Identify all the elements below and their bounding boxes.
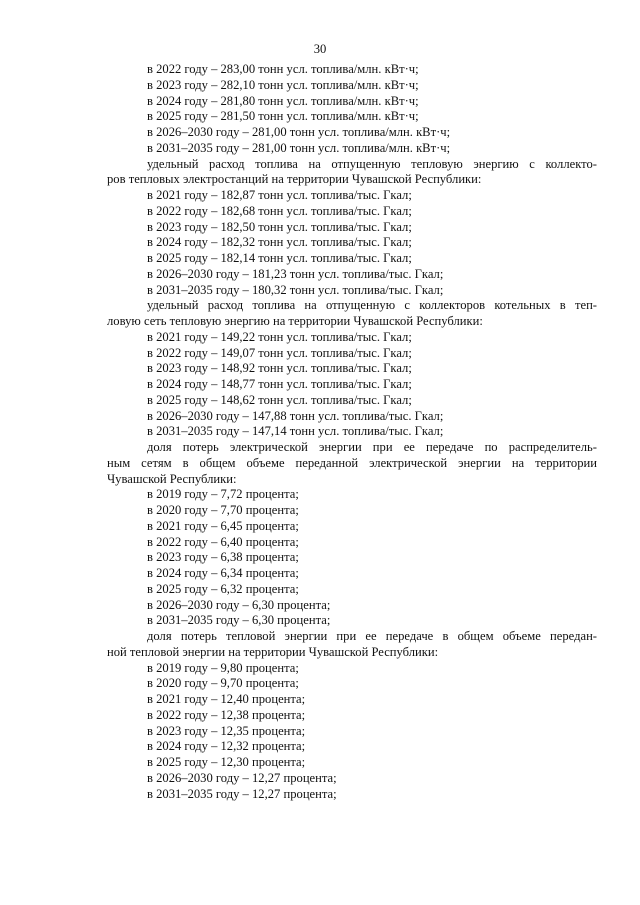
list-item: в 2020 году – 7,70 процента; xyxy=(147,503,299,517)
list-item: в 2024 году – 12,32 процента; xyxy=(147,739,306,754)
paragraph-line: удельный расход топлива на отпущенную с коллекторов котельных в теп- xyxy=(147,298,597,313)
list-item: в 2026–2030 году – 12,27 процента; xyxy=(147,770,337,785)
list-item: в 2024 году – 6,34 процента; xyxy=(147,566,299,580)
list-item: в 2026–2030 году – 181,23 тонн усл. топлива/тыс. Гкал; xyxy=(147,266,444,281)
paragraph-line: удельный расход топлива на отпущенную тепловую энергию с коллекто- xyxy=(147,156,597,171)
list-item: в 2021 году – 12,40 процента; xyxy=(147,692,306,706)
list-item: в 2031–2035 году – 147,14 тонн усл. топлива/тыс. Гкал; xyxy=(147,424,444,439)
list-item: в 2021 году – 182,87 тонн усл. топлива/тыс. Гкал; xyxy=(147,188,412,202)
paragraph-line: Чувашской Республики: xyxy=(107,471,237,486)
list-item: в 2031–2035 году – 180,32 тонн усл. топлива/тыс. Гкал; xyxy=(147,282,444,297)
paragraph-line: ным сетям в общем объеме переданной электрической энергии на территории xyxy=(107,455,597,470)
list-item: в 2023 году – 182,50 тонн усл. топлива/тыс. Гкал; xyxy=(147,219,412,234)
document-body xyxy=(107,62,597,802)
paragraph-line: доля потерь тепловой энергии при ее передаче в общем объеме передан- xyxy=(147,629,597,643)
list-item: в 2023 году – 6,38 процента; xyxy=(147,550,299,565)
list-item: в 2026–2030 году – 6,30 процента; xyxy=(147,597,331,612)
list-item: в 2024 году – 281,80 тонн усл. топлива/млн. кВт·ч; xyxy=(147,93,419,108)
list-item: в 2023 году – 12,35 процента; xyxy=(147,723,306,738)
paragraph-line: доля потерь электрической энергии при ее передаче по распределитель- xyxy=(147,440,597,454)
list-item: в 2021 году – 6,45 процента; xyxy=(147,518,299,533)
list-item: в 2022 году – 182,68 тонн усл. топлива/тыс. Гкал; xyxy=(147,203,412,218)
list-item: в 2025 году – 6,32 процента; xyxy=(147,581,299,596)
paragraph-line: ров тепловых электростанций на территории Чувашской Республики: xyxy=(107,172,482,187)
list-item: в 2024 году – 148,77 тонн усл. топлива/тыс. Гкал; xyxy=(147,377,412,391)
list-item: в 2019 году – 7,72 процента; xyxy=(147,487,299,502)
list-item: в 2026–2030 году – 281,00 тонн усл. топлива/млн. кВт·ч; xyxy=(147,125,451,139)
page-number: 30 xyxy=(313,42,327,56)
list-item: в 2022 году – 283,00 тонн усл. топлива/млн. кВт·ч; xyxy=(147,62,419,76)
list-item: в 2023 году – 148,92 тонн усл. топлива/тыс. Гкал; xyxy=(147,361,412,376)
list-item: в 2022 году – 149,07 тонн усл. топлива/тыс. Гкал; xyxy=(147,345,412,360)
list-item: в 2022 году – 12,38 процента; xyxy=(147,707,306,722)
list-item: в 2024 году – 182,32 тонн усл. топлива/тыс. Гкал; xyxy=(147,235,412,250)
list-item: в 2020 году – 9,70 процента; xyxy=(147,676,299,691)
list-item: в 2025 году – 148,62 тонн усл. топлива/тыс. Гкал; xyxy=(147,392,412,407)
list-item: в 2026–2030 году – 147,88 тонн усл. топлива/тыс. Гкал; xyxy=(147,408,444,423)
list-item: в 2022 году – 6,40 процента; xyxy=(147,534,299,549)
paragraph-line: ной тепловой энергии на территории Чувашской Республики: xyxy=(107,644,439,659)
list-item: в 2025 году – 281,50 тонн усл. топлива/млн. кВт·ч; xyxy=(147,109,419,124)
list-item: в 2021 году – 149,22 тонн усл. топлива/тыс. Гкал; xyxy=(147,329,412,344)
list-item: в 2031–2035 году – 12,27 процента; xyxy=(147,786,337,801)
paragraph-line: ловую сеть тепловую энергию на территории Чувашской Республики: xyxy=(107,314,483,328)
list-item: в 2025 году – 182,14 тонн усл. топлива/тыс. Гкал; xyxy=(147,251,412,265)
list-item: в 2023 году – 282,10 тонн усл. топлива/млн. кВт·ч; xyxy=(147,77,419,92)
list-item: в 2031–2035 году – 281,00 тонн усл. топлива/млн. кВт·ч; xyxy=(147,140,451,155)
list-item: в 2019 году – 9,80 процента; xyxy=(147,660,299,675)
list-item: в 2031–2035 году – 6,30 процента; xyxy=(147,613,331,628)
list-item: в 2025 году – 12,30 процента; xyxy=(147,755,306,769)
